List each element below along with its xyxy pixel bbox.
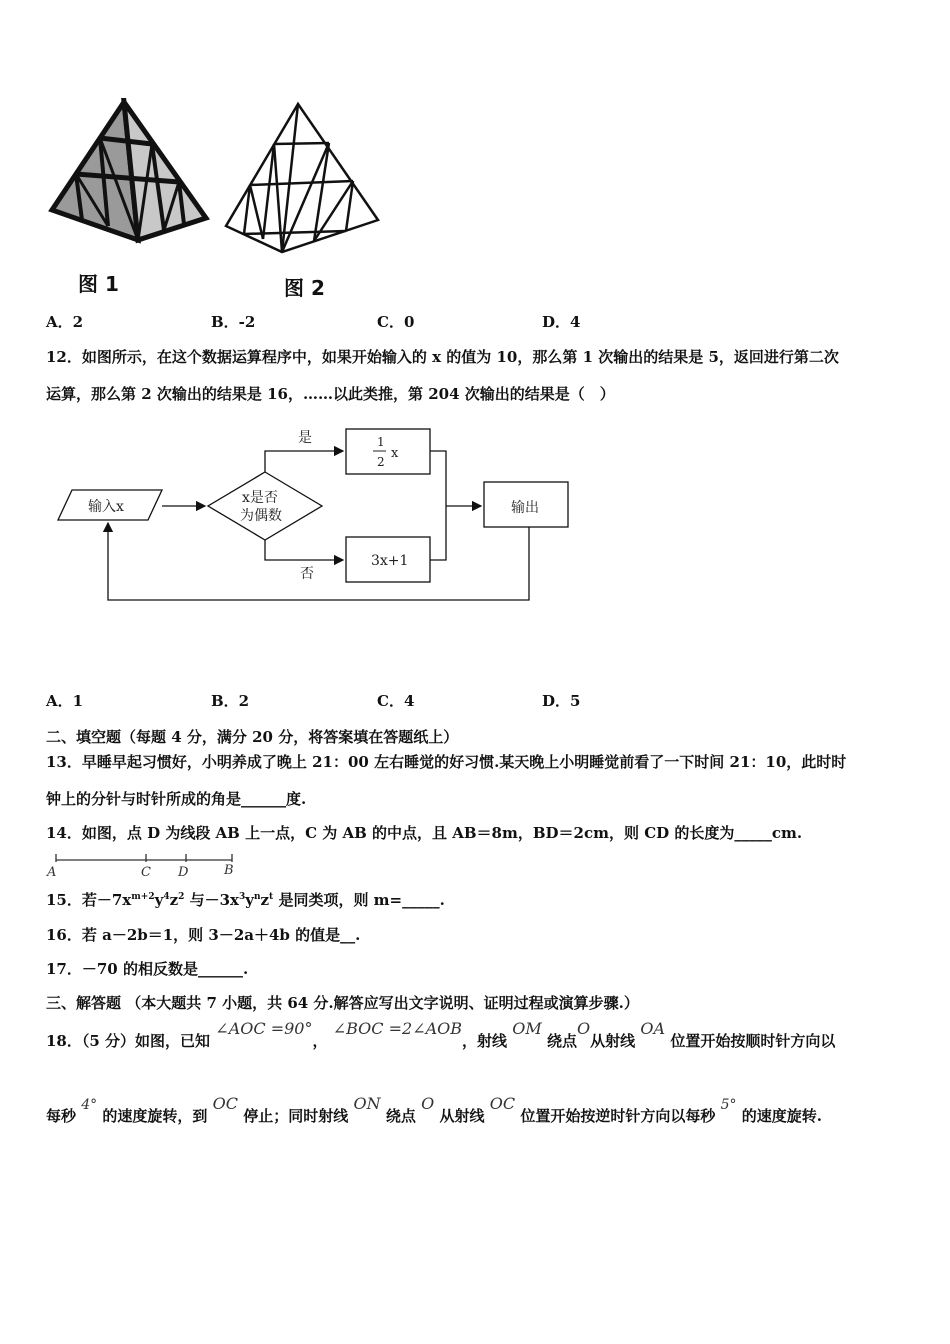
q12-text-line2: 运算，那么第 2 次输出的结果是 16，……以此类推，第 204 次输出的结果是（ ） (46, 385, 615, 403)
q18-t5: 从射线 (590, 1032, 636, 1050)
q15-exp2: 4 (163, 892, 170, 902)
decision-diamond (208, 472, 322, 540)
q18-u7: 的速度旋转. (741, 1107, 822, 1125)
q11-option-a: A．2 (46, 313, 84, 331)
pyramid-figure-1 (46, 98, 211, 248)
q18-angle-relation: ∠BOC =2∠AOB (332, 1019, 463, 1038)
q18-point-o: O (577, 1019, 591, 1038)
q16-text: 16．若 a－2b＝1，则 3－2a＋4b 的值是__. (46, 926, 361, 944)
segment-figure (44, 850, 244, 882)
flow-odd-label: 3x+1 (371, 553, 409, 569)
q12-option-b: B．2 (211, 692, 250, 710)
pyramid-figure-2 (222, 100, 382, 260)
q17-text: 17．－70 的相反数是______. (46, 960, 249, 978)
flow-input-label: 输入x (88, 499, 124, 515)
q15-exp3: 2 (178, 892, 185, 902)
q11-option-b: B．-2 (211, 313, 256, 331)
flowchart (50, 420, 590, 610)
q18-t6: 位置开始按顺时针方向以 (670, 1032, 836, 1050)
q15-exp5: n (253, 892, 261, 902)
q18-text-line2 (46, 1094, 822, 1126)
q18-u3: 停止；同时射线 (243, 1107, 349, 1125)
q15-text (46, 889, 445, 910)
q12-option-d: D．5 (542, 692, 581, 710)
q15-exp4: 3 (238, 892, 246, 902)
q11-option-c: C．0 (377, 313, 415, 331)
q12-text-line1: 12．如图所示，在这个数据运算程序中，如果开始输入的 x 的值为 10，那么第 1 次输出的结果是 5，返回进行第二次 (46, 348, 839, 366)
q18-u5: 从射线 (439, 1107, 485, 1125)
flow-decision-line2: 为偶数 (240, 508, 282, 524)
q15-part6: z (260, 891, 270, 909)
point-a-label: A (47, 865, 57, 880)
q12-option-a: A．1 (46, 692, 84, 710)
q18-ray-oc: OC (212, 1094, 239, 1113)
point-c-label: C (141, 865, 151, 880)
section-3-heading: 三、解答题 （本大题共 7 小题，共 64 分.解答应写出文字说明、证明过程或演算步骤.） (46, 994, 639, 1012)
q18-u1: 每秒 (46, 1107, 77, 1125)
flow-frac-var: x (391, 446, 399, 461)
q18-angle-aoc: ∠AOC =90° (215, 1019, 313, 1038)
q18-ray-om: OM (512, 1019, 542, 1038)
q18-speed-om: 4° (81, 1097, 98, 1113)
point-d-label: D (178, 865, 189, 880)
flow-frac-num: 1 (377, 435, 385, 449)
flow-no-label: 否 (300, 566, 314, 582)
q15-part7: 是同类项，则 m=_____. (273, 891, 445, 909)
q13-text-line2: 钟上的分针与时针所成的角是______度. (46, 790, 307, 808)
figure-1-caption: 图 1 (78, 272, 119, 296)
q18-ray-on: ON (353, 1094, 381, 1113)
q15-part3: z (169, 891, 179, 909)
half-x-box (346, 429, 430, 474)
q18-u2: 的速度旋转，到 (102, 1107, 208, 1125)
flow-yes-label: 是 (298, 430, 312, 446)
flow-decision-line1: x是否 (242, 490, 278, 506)
q18-point-o-2: O (421, 1094, 435, 1113)
q18-t3: ，射线 (462, 1032, 508, 1050)
q18-u4: 绕点 (385, 1107, 416, 1125)
q14-text: 14．如图，点 D 为线段 AB 上一点，C 为 AB 的中点，且 AB＝8m，BD＝2cm，则 CD 的长度为_____cm. (46, 824, 803, 842)
flow-output-label: 输出 (511, 500, 539, 516)
q18-t2: ， (312, 1032, 328, 1050)
q13-text-line1: 13．早睡早起习惯好，小明养成了晚上 21：00 左右睡觉的好习惯.某天晚上小明睡觉前看了一下时间 21：10，此时时 (46, 753, 847, 771)
q18-t1: 18．（5 分）如图，已知 (46, 1032, 211, 1050)
q12-option-c: C．4 (377, 692, 415, 710)
q15-exp1: m+2 (131, 892, 155, 902)
q18-ray-oc-2: OC (489, 1094, 516, 1113)
q18-u6: 位置开始按逆时针方向以每秒 (520, 1107, 716, 1125)
flow-frac-den: 2 (377, 455, 385, 469)
q11-option-d: D．4 (542, 313, 581, 331)
q15-exp6: t (269, 892, 274, 902)
q18-speed-on: 5° (720, 1097, 737, 1113)
q18-ray-oa: OA (640, 1019, 666, 1038)
section-2-heading: 二、填空题（每题 4 分，满分 20 分，将答案填在答题纸上） (46, 728, 459, 746)
q18-t4: 绕点 (547, 1032, 578, 1050)
q15-part1: 15．若－7x (46, 891, 132, 909)
q15-part5: y (245, 891, 254, 909)
figure-2-caption: 图 2 (284, 276, 325, 300)
q18-text-line1 (46, 1019, 836, 1051)
point-b-label: B (224, 863, 234, 878)
q15-part4: 与－3x (184, 891, 239, 909)
q15-part2: y (154, 891, 164, 909)
